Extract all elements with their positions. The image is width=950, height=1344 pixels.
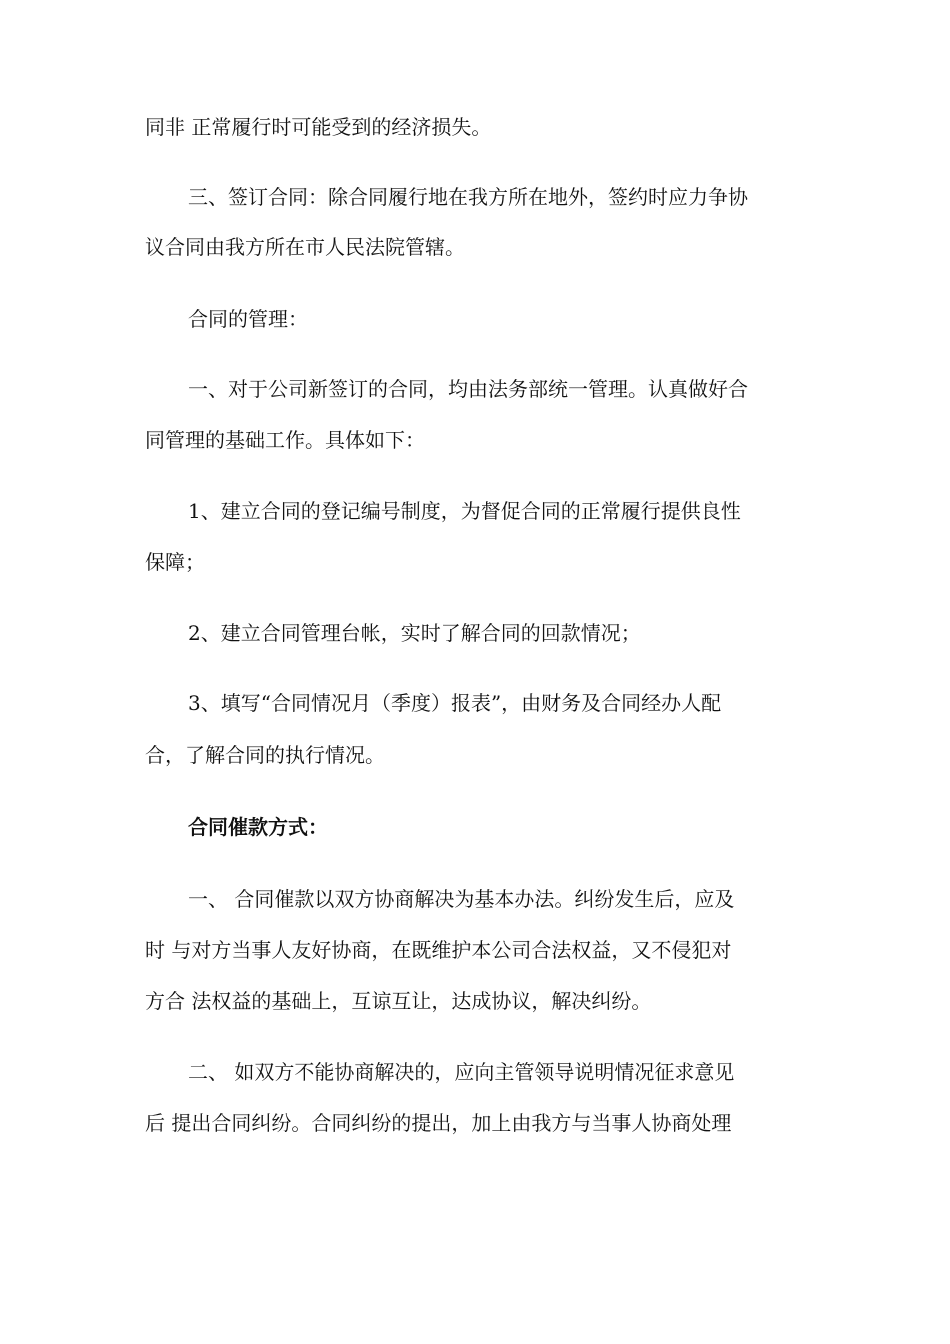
list-item: 1、建立合同的登记编号制度，为督促合同的正常履行提供良性	[188, 499, 741, 523]
list-item: 2、建立合同管理台帐，实时了解合同的回款情况；	[188, 621, 641, 645]
text-line: 议合同由我方所在市人民法院管辖。	[145, 235, 465, 259]
text-line: 合，了解合同的执行情况。	[145, 743, 385, 767]
section-heading: 合同催款方式：	[188, 815, 328, 839]
text-line: 同管理的基础工作。具体如下：	[145, 428, 425, 452]
text-line: 后 提出合同纠纷。合同纠纷的提出，加上由我方与当事人协商处理	[145, 1111, 732, 1135]
text-line: 同非 正常履行时可能受到的经济损失。	[145, 115, 492, 139]
text-line: 方合 法权益的基础上，互谅互让，达成协议，解决纠纷。	[145, 989, 652, 1013]
text-line: 一、对于公司新签订的合同，均由法务部统一管理。认真做好合	[188, 377, 748, 401]
text-line: 时 与对方当事人友好协商，在既维护本公司合法权益，又不侵犯对	[145, 938, 732, 962]
text-line: 一、 合同催款以双方协商解决为基本办法。纠纷发生后，应及	[188, 887, 735, 911]
list-item: 3、填写“合同情况月（季度）报表”，由财务及合同经办人配	[188, 691, 722, 715]
text-line: 三、签订合同：除合同履行地在我方所在地外，签约时应力争协	[188, 185, 748, 209]
text-line: 二、 如双方不能协商解决的，应向主管领导说明情况征求意见	[188, 1060, 735, 1084]
section-heading: 合同的管理：	[188, 307, 308, 331]
text-line: 保障；	[145, 550, 205, 574]
